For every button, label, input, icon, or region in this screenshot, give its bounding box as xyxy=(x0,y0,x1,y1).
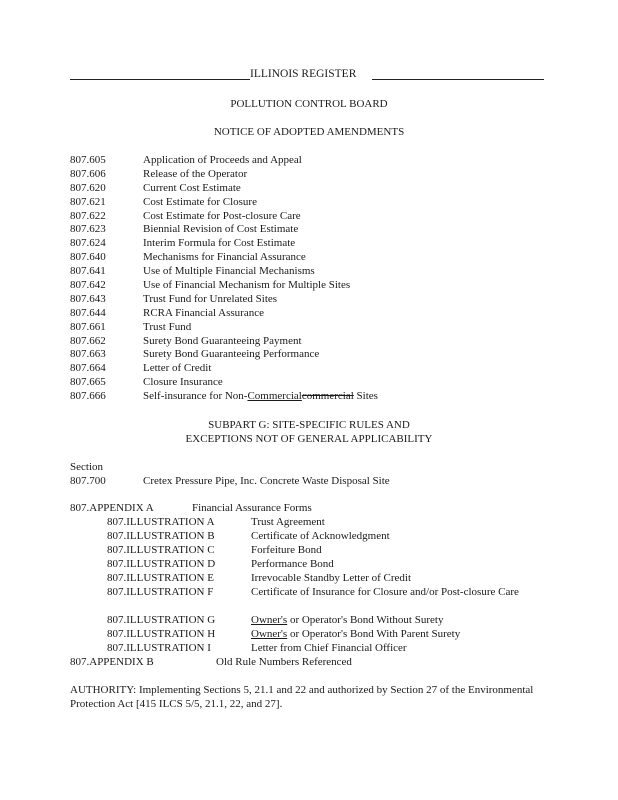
section-title: Biennial Revision of Cost Estimate xyxy=(143,223,299,236)
section-row xyxy=(70,320,378,334)
section-title: RCRA Financial Assurance xyxy=(143,306,264,319)
section-number: 807.644 xyxy=(70,306,106,319)
site-section-number: 807.700 xyxy=(70,475,106,487)
inserted-text: Owner's xyxy=(251,614,288,626)
section-row xyxy=(70,347,378,361)
section-title-suffix: Sites xyxy=(353,390,378,403)
section-row xyxy=(70,361,378,375)
illustration-title: Irrevocable Standby Letter of Credit xyxy=(251,572,412,584)
section-row-last xyxy=(70,389,378,403)
illustration-title: Performance Bond xyxy=(251,558,334,570)
section-row xyxy=(70,153,378,167)
section-number: 807.643 xyxy=(70,292,106,305)
section-number: 807.661 xyxy=(70,320,106,333)
header-rule-left xyxy=(70,79,250,80)
illustration-row-i xyxy=(107,641,407,655)
illustration-title-h xyxy=(251,628,460,640)
section-row xyxy=(70,222,378,236)
inserted-text: Owner's xyxy=(251,628,288,640)
section-title: Mechanisms for Financial Assurance xyxy=(143,251,306,264)
section-title: Use of Multiple Financial Mechanisms xyxy=(143,265,315,278)
register-title: ILLINOIS REGISTER xyxy=(250,68,357,80)
site-section-row xyxy=(70,474,390,488)
illustration-name: 807.ILLUSTRATION E xyxy=(107,572,214,584)
illustration-name: 807.ILLUSTRATION A xyxy=(107,516,215,528)
authority-note: AUTHORITY: Implementing Sections 5, 21.1 and 22 and authorized by Section 27 of the Environmental Protection Act [415 ILCS 5/5, 21.1, 22, and 27]. xyxy=(70,684,534,710)
illustration-name: 807.ILLUSTRATION D xyxy=(107,558,216,570)
section-title: Cost Estimate for Closure xyxy=(143,195,257,208)
section-row xyxy=(70,306,378,320)
illustration-title-text: or Operator's Bond With Parent Surety xyxy=(287,628,461,640)
illustration-name: 807.ILLUSTRATION H xyxy=(107,628,216,640)
section-row xyxy=(70,250,378,264)
illustration-row xyxy=(107,557,334,571)
illustration-name: 807.ILLUSTRATION C xyxy=(107,544,215,556)
illustration-title: Certificate of Insurance for Closure and/or Post-closure Care xyxy=(251,586,519,598)
section-title-prefix: Self-insurance for Non- xyxy=(143,390,248,403)
section-title: Cost Estimate for Post-closure Care xyxy=(143,209,301,222)
section-number: 807.621 xyxy=(70,195,106,208)
section-row xyxy=(70,236,378,250)
section-title: Use of Financial Mechanism for Multiple Sites xyxy=(143,279,351,292)
illustration-title-text: or Operator's Bond Without Surety xyxy=(287,614,444,626)
section-row xyxy=(70,278,378,292)
agency-heading: POLLUTION CONTROL BOARD xyxy=(230,98,388,110)
section-row xyxy=(70,264,378,278)
section-row xyxy=(70,334,378,348)
section-row xyxy=(70,181,378,195)
illustration-name: 807.ILLUSTRATION I xyxy=(107,642,211,654)
section-number: 807.624 xyxy=(70,237,106,250)
illustration-title: Certificate of Acknowledgment xyxy=(251,530,390,542)
section-number: 807.623 xyxy=(70,223,106,236)
section-number: 807.640 xyxy=(70,251,106,264)
section-number: 807.622 xyxy=(70,209,106,222)
illustration-title-text: Letter from Chief Financial Officer xyxy=(251,642,407,654)
subpart-heading-line1: SUBPART G: SITE-SPECIFIC RULES AND xyxy=(208,419,410,431)
illustration-title: Forfeiture Bond xyxy=(251,544,322,556)
appendix-b-title: Old Rule Numbers Referenced xyxy=(216,656,352,668)
section-title: Trust Fund xyxy=(143,320,192,333)
section-title: Application of Proceeds and Appeal xyxy=(143,154,302,166)
section-title: Current Cost Estimate xyxy=(143,181,241,194)
section-number: 807.641 xyxy=(70,265,106,278)
section-number: 807.664 xyxy=(70,362,106,375)
appendix-b-row xyxy=(70,655,352,669)
section-list xyxy=(70,153,378,403)
illustration-row-g xyxy=(107,613,443,627)
appendix-b-label: 807.APPENDIX B xyxy=(70,656,154,668)
illustration-name: 807.ILLUSTRATION G xyxy=(107,614,216,626)
section-label: Section xyxy=(70,461,103,473)
section-title: Trust Fund for Unrelated Sites xyxy=(143,292,278,305)
section-number: 807.620 xyxy=(70,181,106,194)
appendix-a-row xyxy=(70,501,312,515)
illustration-title-g xyxy=(251,614,443,626)
section-number: 807.606 xyxy=(70,167,106,180)
section-title: Interim Formula for Cost Estimate xyxy=(143,237,296,250)
illustration-row-h xyxy=(107,627,460,641)
section-number: 807.666 xyxy=(70,390,106,403)
section-row xyxy=(70,195,378,209)
illustration-row xyxy=(107,585,519,599)
deleted-text: commercial xyxy=(301,390,354,403)
illustration-row xyxy=(107,529,390,543)
section-row xyxy=(70,292,378,306)
illustration-name: 807.ILLUSTRATION F xyxy=(107,586,214,598)
illustration-row xyxy=(107,515,325,529)
notice-heading: NOTICE OF ADOPTED AMENDMENTS xyxy=(213,126,405,138)
illustration-name: 807.ILLUSTRATION B xyxy=(107,530,215,542)
section-number: 807.642 xyxy=(70,279,106,292)
header-rule-right xyxy=(372,79,544,80)
site-section-title: Cretex Pressure Pipe, Inc. Concrete Waste Disposal Site xyxy=(143,475,390,487)
section-title: Letter of Credit xyxy=(143,362,212,375)
section-row xyxy=(70,167,378,181)
section-title: Release of the Operator xyxy=(143,167,248,180)
subpart-heading-line2: EXCEPTIONS NOT OF GENERAL APPLICABILITY xyxy=(185,433,433,445)
section-row xyxy=(70,209,378,223)
inserted-text: Commercial xyxy=(247,390,302,403)
section-title: Closure Insurance xyxy=(143,376,223,389)
section-title: Surety Bond Guaranteeing Payment xyxy=(143,334,302,347)
appendix-a-label: 807.APPENDIX A xyxy=(70,502,154,514)
illustration-row xyxy=(107,543,322,557)
section-number: 807.662 xyxy=(70,334,106,347)
illustration-row xyxy=(107,571,412,585)
illustration-title: Trust Agreement xyxy=(251,516,325,528)
section-number: 807.663 xyxy=(70,348,106,361)
section-number: 807.605 xyxy=(70,154,106,166)
section-number: 807.665 xyxy=(70,376,106,389)
section-title: Surety Bond Guaranteeing Performance xyxy=(143,348,320,361)
section-row xyxy=(70,375,378,389)
appendix-a-title: Financial Assurance Forms xyxy=(192,502,312,514)
